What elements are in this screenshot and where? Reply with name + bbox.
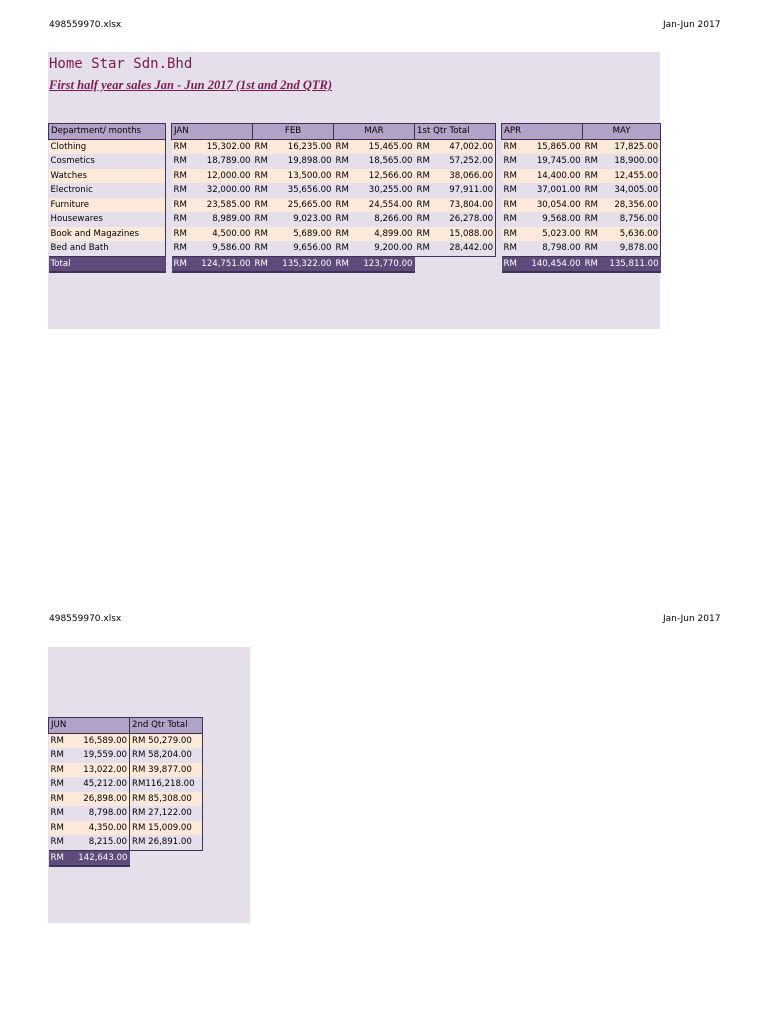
table-row: [49, 806, 203, 821]
currency-label: RM: [502, 198, 526, 213]
department-cell: Book and Magazines: [49, 227, 166, 242]
q1-total-value: 38,066.00: [439, 169, 496, 184]
currency-label: RM: [172, 212, 196, 227]
department-cell: Furniture: [49, 198, 166, 213]
feb-value: 13,500.00: [277, 169, 334, 184]
company-title: Home Star Sdn.Bhd: [49, 56, 193, 72]
q1-total-value: 26,278.00: [439, 212, 496, 227]
currency-label: RM: [253, 227, 277, 242]
jun-value: 45,212.00: [73, 777, 130, 792]
header-apr: APR: [502, 124, 583, 140]
sales-table-q2: [48, 717, 203, 867]
page2-period: Jan-Jun 2017: [663, 614, 721, 624]
total-jan: 124,751.00: [196, 256, 253, 272]
currency-label: RM: [172, 241, 196, 256]
currency-label: RM: [253, 212, 277, 227]
total-jun: 142,643.00: [73, 850, 130, 866]
currency-label: RM: [334, 256, 358, 272]
feb-value: 25,665.00: [277, 198, 334, 213]
currency-label: RM: [253, 183, 277, 198]
table-row: [49, 169, 661, 184]
header-department: Department/ months: [49, 124, 166, 140]
jun-value: 4,350.00: [73, 821, 130, 836]
jun-value: 26,898.00: [73, 792, 130, 807]
currency-label: RM: [172, 154, 196, 169]
currency-label: RM: [502, 212, 526, 227]
q2-total-value: RM 39,877.00: [130, 763, 203, 778]
currency-label: RM: [502, 241, 526, 256]
apr-value: 5,023.00: [526, 227, 583, 242]
currency-label: RM: [253, 241, 277, 256]
department-cell: Watches: [49, 169, 166, 184]
currency-label: RM: [415, 154, 439, 169]
currency-label: RM: [415, 169, 439, 184]
table-row: [49, 212, 661, 227]
table-row: [49, 835, 203, 850]
apr-value: 14,400.00: [526, 169, 583, 184]
mar-value: 12,566.00: [358, 169, 415, 184]
currency-label: RM: [583, 198, 607, 213]
currency-label: RM: [502, 227, 526, 242]
total-feb: 135,322.00: [277, 256, 334, 272]
feb-value: 9,656.00: [277, 241, 334, 256]
department-cell: Bed and Bath: [49, 241, 166, 256]
jun-value: 8,215.00: [73, 835, 130, 850]
mar-value: 24,554.00: [358, 198, 415, 213]
jan-value: 9,586.00: [196, 241, 253, 256]
jun-value: 16,589.00: [73, 733, 130, 748]
feb-value: 9,023.00: [277, 212, 334, 227]
jan-value: 4,500.00: [196, 227, 253, 242]
jun-value: 13,022.00: [73, 763, 130, 778]
mar-value: 30,255.00: [358, 183, 415, 198]
apr-value: 30,054.00: [526, 198, 583, 213]
currency-label: RM: [334, 227, 358, 242]
currency-label: RM: [415, 139, 439, 154]
report-subtitle: First half year sales Jan - Jun 2017 (1st and 2nd QTR): [49, 78, 333, 92]
q2-total-value: RM 85,308.00: [130, 792, 203, 807]
mar-value: 9,200.00: [358, 241, 415, 256]
currency-label: RM: [49, 777, 73, 792]
apr-value: 8,798.00: [526, 241, 583, 256]
q1-total-value: 73,804.00: [439, 198, 496, 213]
currency-label: RM: [334, 241, 358, 256]
currency-label: RM: [502, 183, 526, 198]
currency-label: RM: [172, 183, 196, 198]
may-value: 5,636.00: [607, 227, 661, 242]
total-mar: 123,770.00: [358, 256, 415, 272]
table-row: [49, 241, 661, 256]
currency-label: RM: [334, 139, 358, 154]
currency-label: RM: [583, 154, 607, 169]
jan-value: 23,585.00: [196, 198, 253, 213]
page2-filename: 498559970.xlsx: [49, 614, 122, 624]
total-label: Total: [49, 256, 166, 272]
currency-label: RM: [502, 139, 526, 154]
currency-label: RM: [253, 169, 277, 184]
department-cell: Housewares: [49, 212, 166, 227]
q2-total-value: RM 26,891.00: [130, 835, 203, 850]
currency-label: RM: [49, 733, 73, 748]
q1-total-value: 47,002.00: [439, 139, 496, 154]
currency-label: RM: [253, 139, 277, 154]
feb-value: 35,656.00: [277, 183, 334, 198]
q2-total-value: RM 58,204.00: [130, 748, 203, 763]
q2-total-value: RM 27,122.00: [130, 806, 203, 821]
currency-label: RM: [415, 241, 439, 256]
jan-value: 18,789.00: [196, 154, 253, 169]
department-cell: Clothing: [49, 139, 166, 154]
table-row: [49, 748, 203, 763]
currency-label: RM: [49, 748, 73, 763]
currency-label: RM: [502, 256, 526, 272]
currency-label: RM: [172, 198, 196, 213]
currency-label: RM: [172, 139, 196, 154]
currency-label: RM: [583, 241, 607, 256]
q2-total-value: RM 50,279.00: [130, 733, 203, 748]
may-value: 34,005.00: [607, 183, 661, 198]
currency-label: RM: [583, 139, 607, 154]
may-value: 18,900.00: [607, 154, 661, 169]
mar-value: 18,565.00: [358, 154, 415, 169]
jan-value: 32,000.00: [196, 183, 253, 198]
currency-label: RM: [49, 821, 73, 836]
feb-value: 5,689.00: [277, 227, 334, 242]
may-value: 28,356.00: [607, 198, 661, 213]
currency-label: RM: [334, 198, 358, 213]
jun-value: 19,559.00: [73, 748, 130, 763]
jan-value: 15,302.00: [196, 139, 253, 154]
apr-value: 15,865.00: [526, 139, 583, 154]
currency-label: RM: [334, 154, 358, 169]
currency-label: RM: [583, 256, 607, 272]
currency-label: RM: [415, 227, 439, 242]
table-row: [49, 154, 661, 169]
currency-label: RM: [583, 169, 607, 184]
apr-value: 9,568.00: [526, 212, 583, 227]
table-row: [49, 821, 203, 836]
sales-table-q1: [48, 123, 661, 273]
apr-value: 19,745.00: [526, 154, 583, 169]
header-feb: FEB: [253, 124, 334, 140]
currency-label: RM: [583, 183, 607, 198]
may-value: 8,756.00: [607, 212, 661, 227]
feb-value: 19,898.00: [277, 154, 334, 169]
currency-label: RM: [415, 212, 439, 227]
currency-label: RM: [415, 183, 439, 198]
q1-total-value: 57,252.00: [439, 154, 496, 169]
page1-period: Jan-Jun 2017: [663, 20, 721, 30]
currency-label: RM: [502, 154, 526, 169]
apr-value: 37,001.00: [526, 183, 583, 198]
may-value: 17,825.00: [607, 139, 661, 154]
may-value: 9,878.00: [607, 241, 661, 256]
table-row: [49, 733, 203, 748]
header-jan: JAN: [172, 124, 253, 140]
currency-label: RM: [334, 169, 358, 184]
department-cell: Electronic: [49, 183, 166, 198]
may-value: 12,455.00: [607, 169, 661, 184]
jan-value: 12,000.00: [196, 169, 253, 184]
table-row: [49, 227, 661, 242]
currency-label: RM: [172, 169, 196, 184]
total-row: [49, 256, 661, 272]
currency-label: RM: [415, 198, 439, 213]
feb-value: 16,235.00: [277, 139, 334, 154]
currency-label: RM: [49, 850, 73, 866]
total-may: 135,811.00: [607, 256, 661, 272]
currency-label: RM: [253, 154, 277, 169]
table-row: [49, 183, 661, 198]
table-row: [49, 198, 661, 213]
currency-label: RM: [583, 227, 607, 242]
q2-total-value: RM116,218.00: [130, 777, 203, 792]
mar-value: 15,465.00: [358, 139, 415, 154]
currency-label: RM: [583, 212, 607, 227]
currency-label: RM: [334, 212, 358, 227]
currency-label: RM: [253, 256, 277, 272]
q1-total-value: 28,442.00: [439, 241, 496, 256]
table-row: [49, 139, 661, 154]
currency-label: RM: [334, 183, 358, 198]
header-q2-total: 2nd Qtr Total: [130, 718, 203, 734]
total-row: [49, 850, 203, 866]
header-mar: MAR: [334, 124, 415, 140]
currency-label: RM: [172, 256, 196, 272]
mar-value: 8,266.00: [358, 212, 415, 227]
table-row: [49, 777, 203, 792]
q2-total-value: RM 15,009.00: [130, 821, 203, 836]
q1-total-value: 97,911.00: [439, 183, 496, 198]
currency-label: RM: [49, 763, 73, 778]
total-apr: 140,454.00: [526, 256, 583, 272]
header-may: MAY: [583, 124, 661, 140]
table-row: [49, 792, 203, 807]
jan-value: 8,989.00: [196, 212, 253, 227]
department-cell: Cosmetics: [49, 154, 166, 169]
currency-label: RM: [49, 792, 73, 807]
header-jun: JUN: [49, 718, 130, 734]
table-row: [49, 763, 203, 778]
currency-label: RM: [49, 835, 73, 850]
mar-value: 4,899.00: [358, 227, 415, 242]
currency-label: RM: [253, 198, 277, 213]
page1-filename: 498559970.xlsx: [49, 20, 122, 30]
header-q1-total: 1st Qtr Total: [415, 124, 496, 140]
currency-label: RM: [502, 169, 526, 184]
currency-label: RM: [172, 227, 196, 242]
jun-value: 8,798.00: [73, 806, 130, 821]
currency-label: RM: [49, 806, 73, 821]
q1-total-value: 15,088.00: [439, 227, 496, 242]
